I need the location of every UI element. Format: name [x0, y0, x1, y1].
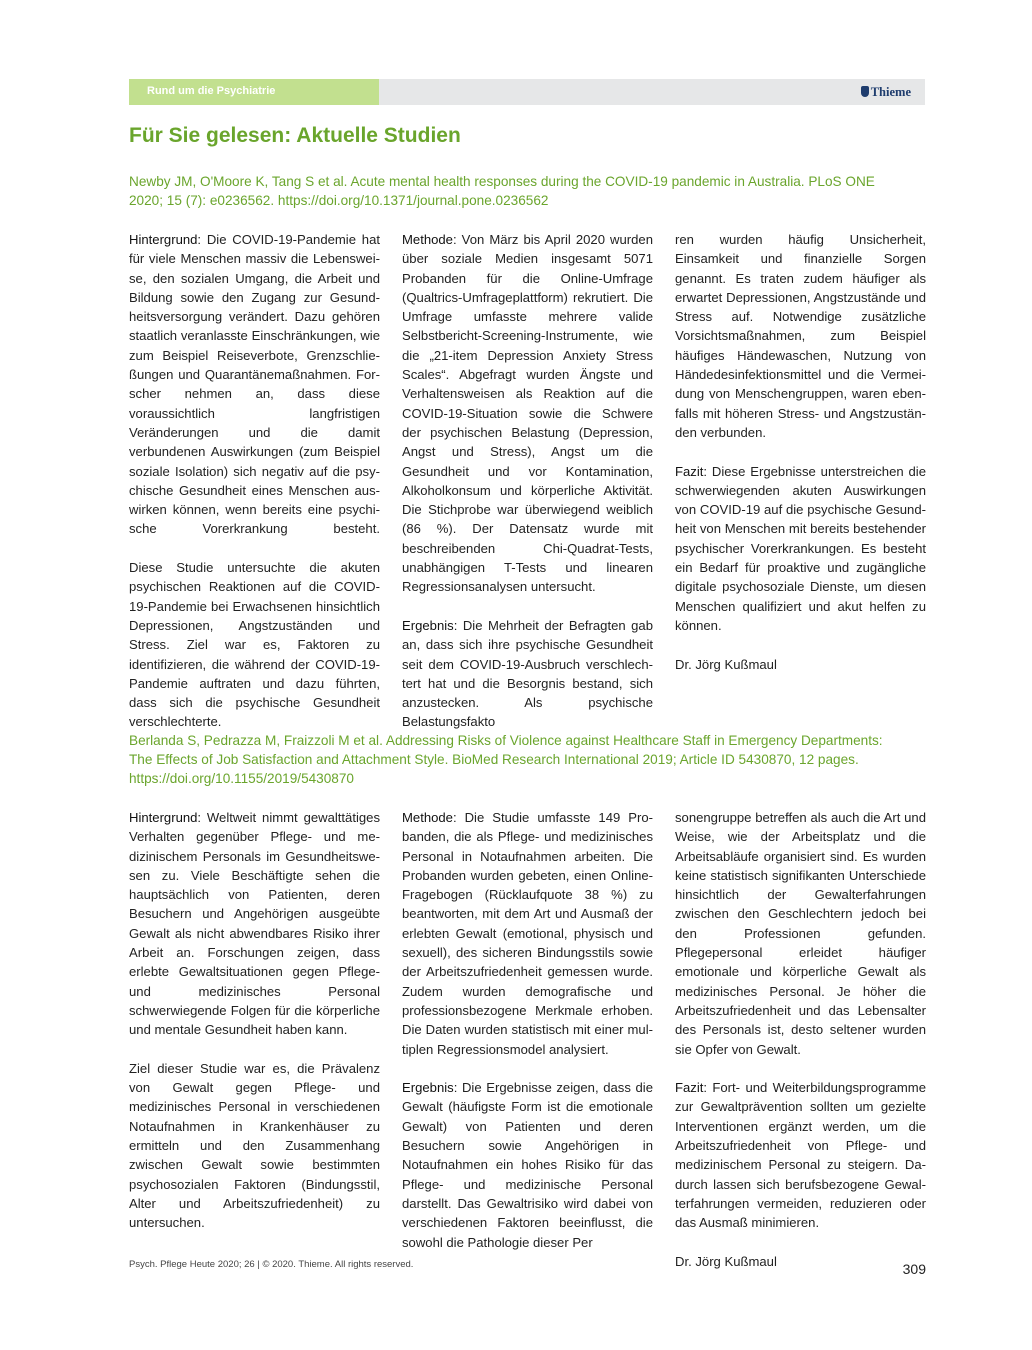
aim-paragraph: Ziel dieser Studie war es, die Prävalenz von Gewalt gegen Pflege- und medizinisches Personal in verschiedenen Notaufnahmen in Krankenhäuser zu ermitteln und den Zusammenhang zwischen Gewalt sowie bestimmten psychosozialen Faktoren (Bindungsstil, Alter und Arbeitszufriedenheit) zu untersuchen.	[129, 1060, 380, 1231]
background-label: Hintergrund	[129, 232, 198, 247]
conclusion-label: Fazit	[675, 1080, 704, 1096]
author-signature: Dr. Jörg Kußmaul	[675, 1253, 777, 1269]
background-text: : Die COVID-19-Pandemie hat für viele Menschen massiv die Lebensweise, den sozialen Umgang, die Arbeit und Bildung sowie den Zugang zur Gesundheitsversorgung verändert. Dazu gehören staatlich veranlasste Einschränkungen, wie zum Beispiel Reiseverbote, Grenzschließungen und Quarantänemaßnahmen. Forscher nehmen an, dass diese voraussichtlich langfristigen Veränderungen und die damit verbundenen Auswirkungen (zum Beispiel soziale Isolation) sich negativ auf die psychische Gesundheit eines Menschen auswirken können, wenn bereits eine psychische Vorerkrankung besteht.	[129, 232, 380, 537]
article-2-column-2	[402, 808, 653, 1271]
footer-citation: Psych. Pflege Heute 2020; 26 | © 2020. Thieme. All rights reserved.	[129, 1259, 414, 1270]
article-2-citation	[129, 731, 925, 788]
article-1-citation	[129, 172, 925, 210]
article-1-column-3	[675, 230, 926, 693]
conclusion-text: : Diese Ergebnisse unterstreichen die schwerwiegenden akuten Auswirkungen von COVID-19 auf die psychische Gesundheit von Menschen mit bereits bestehender psychischer Vorerkrankungen. Es besteht ein Bedarf für proaktive und zugängliche digitale psychosoziale Dienste, um diesen Menschen qualifiziert und akut helfen zu können.	[675, 463, 926, 633]
background-paragraph	[129, 808, 380, 1040]
section-label	[129, 79, 379, 105]
background-label: Hintergrund	[129, 810, 198, 825]
result-text: : Die Mehrheit der Befragten gab an, dass sich ihre psychische Gesundheit seit dem COVID-19-Ausbruch verschlechtert hat und die Besorgnis bestand, sich anzustecken. Als psychische Belastungsfakto	[402, 617, 653, 730]
citation-text: Newby JM, O'Moore K, Tang S et al. Acute mental health responses during the COVID-19 pandemic in Australia. PLoS ONE 2020; 15 (7): e0236562. https://doi.org/10.1371/journal.pone.0236562	[129, 174, 875, 208]
publisher-logo	[861, 85, 911, 100]
method-paragraph	[402, 808, 653, 1059]
method-text: : Von März bis April 2020 wurden über soziale Medien insgesamt 5071 Probanden für die Online-Umfrage (Qualtrics-Umfrageplattform) rekrutiert. Die Umfrage umfasste mehrere valide Selbstbericht-Screening-Instrumente, wie die „21-item Depression Anxiety Stress Scales“. Abgefragt wurden Ängste und Verhaltensweisen als Reaktion auf die COVID-19-Situation sowie die Schwere der psychischen Belastung (Depression, Angst und Stress), Angst um die Gesundheit und vor Kontamination, Alkoholkonsum und körperliche Aktivität. Die Stichprobe war überwiegend weiblich (86 %). Der Datensatz wurde mit beschreibenden Chi-Quadrat-Tests, unabhängigen T-Tests und linearen Regressionsanalysen untersucht.	[402, 232, 653, 595]
background-text: : Weltweit nimmt gewalttätiges Verhalten gegenüber Pflege- und medizinischem Personals im Gesundheitswesen zu. Viele Beschäftigte sehen die hauptsächlich von Patienten, deren Besuchern und Angehörigen ausgeübte Gewalt als nicht abwendbares Risiko ihrer Arbeit an. Forschungen zeigen, dass erlebte Gewaltsituationen gegen Pflege- und medizinisches Personal schwerwiegende Folgen für die körperliche und mentale Gesundheit haben kann.	[129, 810, 380, 1038]
article-2-column-1	[129, 808, 380, 1252]
thieme-shield-icon	[861, 86, 869, 97]
background-paragraph	[129, 230, 380, 539]
conclusion-label: Fazit	[675, 463, 704, 479]
article-2-column-3	[675, 808, 926, 1290]
result-label: Ergebnis	[402, 617, 454, 633]
conclusion-paragraph	[675, 462, 926, 636]
method-label: Methode	[402, 232, 453, 247]
article-1-column-1	[129, 230, 380, 751]
result-paragraph	[402, 1078, 653, 1252]
author-signature: Dr. Jörg Kußmaul	[675, 656, 777, 672]
conclusion-paragraph	[675, 1078, 926, 1232]
result-text: : Die Ergebnisse zeigen, dass die Gewalt (häufigste Form ist die emotionale Gewalt) von Patienten und deren Besuchern sowie Angehörigen in Notaufnahmen ein hohes Risiko für das Pflege- und medizinische Personal darstellt. Das Gewaltrisiko wird dabei von verschiedenen Faktoren beeinflusst, die sowohl die Pathologie dieser Per	[402, 1080, 653, 1250]
result-continued-paragraph: sonengruppe betreffen als auch die Art und Weise, wie der Arbeitsplatz und die Arbeitsabläufe organisiert sind. Es wurden keine statistisch signifikanten Unterschiede hinsichtlich der Gewalterfahrungen zwischen den Geschlechtern jedoch bei den Professionen gefunden. Pflegepersonal erleidet häufiger emotionale und körperliche Gewalt als medizinisches Personal. Je höher die Arbeitszufriedenheit und das Lebensalter des Personals ist, desto seltener wurden sie Opfer von Gewalt.	[675, 810, 926, 1057]
result-label: Ergebnis	[402, 1080, 454, 1096]
result-paragraph	[402, 616, 653, 732]
running-header	[129, 79, 925, 105]
method-text: : Die Studie umfasste 149 Probanden, die als Pflege- und medizinisches Personal in Notaufnahmen arbeiten. Die Probanden wurden gebeten, einen Online-Fragebogen (Rücklaufquote 38 %) zu beantworten, mit dem Art und Ausmaß der erlebten Gewalt (emotional, physisch und sexuell), des sicheren Bindungsstils sowie der Arbeitszufriedenheit gemessen wurde. Zudem wurden demografische und professionsbezogene Merkmale erhoben. Die Daten wurden statistisch mit einer multiplen Regressionsmodel analysiert.	[402, 810, 653, 1057]
citation-text: Berlanda S, Pedrazza M, Fraizzoli M et al. Addressing Risks of Violence against Healthcare Staff in Emergency Departments: The Effects of Job Satisfaction and Attachment Style. BioMed Research International 2019; Article ID 5430870, 12 pages. https://doi.org/10.1155/2019/5430870	[129, 733, 883, 786]
page-number: 309	[902, 1261, 926, 1277]
aim-paragraph: Diese Studie untersuchte die akuten psychischen Reaktionen auf die COVID-19-Pandemie bei Erwachsenen hinsichtlich Depressionen, Angstzuständen und Stress. Ziel war es, Faktoren zu identifizieren, die während der COVID-19-Pandemie auftraten und dazu führten, dass sich die psychische Gesundheit verschlechterte.	[129, 560, 380, 730]
article-1-column-2	[402, 230, 653, 751]
page-title: Für Sie gelesen: Aktuelle Studien	[129, 124, 461, 147]
publisher-name: Thieme	[870, 85, 911, 99]
result-continued-paragraph: ren wurden häufig Unsicherheit, Einsamkeit und finanzielle Sorgen genannt. Es traten zudem häufiger als erwartet Depressionen, Angstzustände und Stress auf. Notwendige zusätzliche Vorsichtsmaßnahmen, zum Beispiel häufiges Händewaschen, Nutzung von Händedesinfektionsmittel und die Vermeidung von Menschengruppen, waren ebenfalls mit höheren Stress- und Angstzuständen verbunden.	[675, 232, 926, 440]
method-paragraph	[402, 230, 653, 597]
section-label-text: Rund um die Psychiatrie	[147, 85, 276, 97]
conclusion-text: : Fort- und Weiterbildungsprogramme zur Gewaltprävention sollten um gezielte Interventionen ergänzt werden, um die Arbeitszufriedenheit von Pflege- und medizinischem Personal zu steigern. Dadurch lassen sich berufsbezogene Gewalterfahrungen vermeiden, reduzieren oder das Ausmaß minimieren.	[675, 1080, 926, 1231]
method-label: Methode	[402, 810, 453, 825]
